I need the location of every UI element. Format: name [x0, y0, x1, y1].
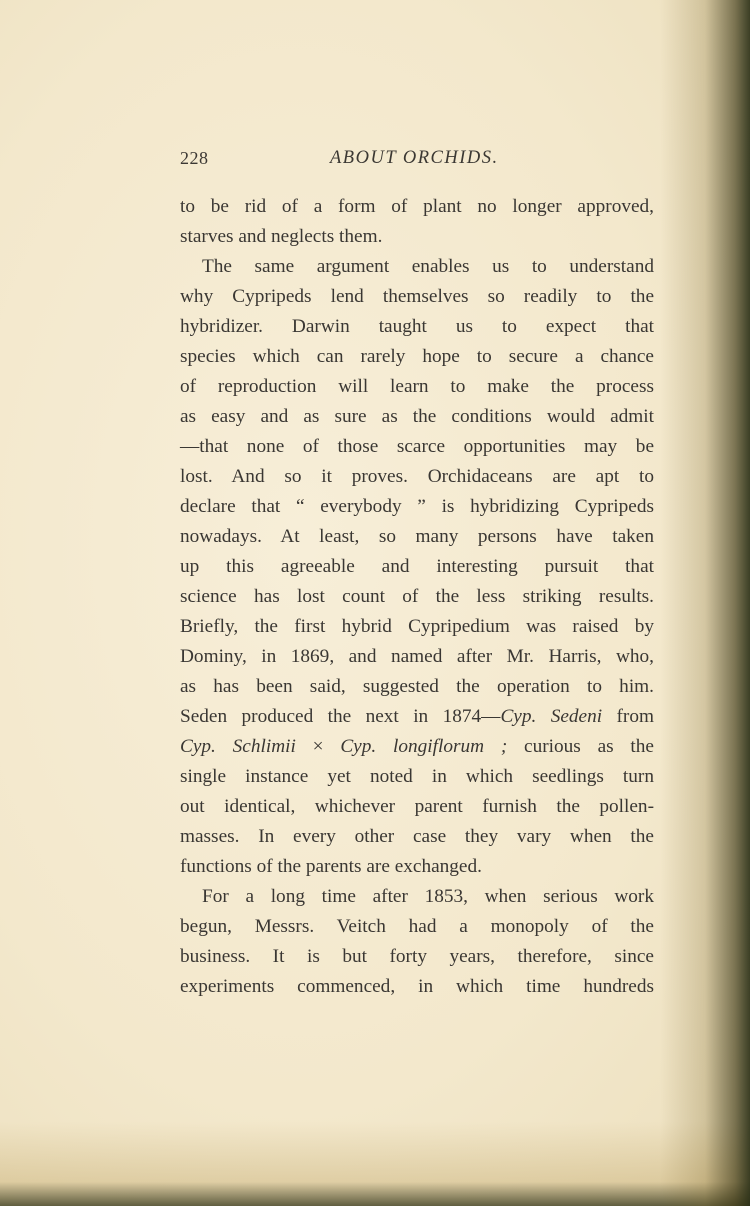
text-line: begun, Messrs. Veitch had a monopoly of the [180, 916, 654, 937]
page-number: 228 [180, 148, 209, 168]
text-line: lost. And so it proves. Orchidaceans are apt to [180, 466, 654, 487]
italic-species-name: Cyp. Schlimii [180, 736, 296, 757]
text-line: declare that “ everybody ” is hybridizing Cypripeds [180, 496, 654, 517]
page-header [180, 148, 660, 172]
text-line: masses. In every other case they vary when the [180, 826, 654, 847]
text-line: as has been said, suggested the operation to him. [180, 676, 654, 697]
text-line: functions of the parents are exchanged. [180, 856, 482, 877]
text-segment: × [295, 736, 341, 757]
text-line: —that none of those scarce opportunities may be [180, 436, 654, 457]
text-line: hybridizer. Darwin taught us to expect that [180, 316, 654, 337]
text-line: of reproduction will learn to make the process [180, 376, 654, 397]
text-segment: from [602, 706, 654, 727]
text-line: nowadays. At least, so many persons have taken [180, 526, 654, 547]
text-line: business. It is but forty years, therefore, since [180, 946, 654, 967]
text-segment: Seden produced the next in 1874— [180, 706, 501, 727]
italic-species-name: Cyp. Sedeni [500, 706, 603, 727]
text-line-mixed [180, 732, 654, 762]
text-line: out identical, whichever parent furnish the pollen- [180, 796, 654, 817]
text-line: For a long time after 1853, when serious work [202, 886, 654, 907]
body-text [180, 192, 654, 1002]
text-line: up this agreeable and interesting pursuit that [180, 556, 654, 577]
text-line: species which can rarely hope to secure a chance [180, 346, 654, 367]
text-segment: curious as the [507, 736, 654, 757]
running-head: ABOUT ORCHIDS. [330, 148, 499, 168]
text-line: why Cypripeds lend themselves so readily to the [180, 286, 654, 307]
text-line: as easy and as sure as the conditions would admit [180, 406, 654, 427]
text-line: The same argument enables us to understand [202, 256, 654, 277]
text-line: to be rid of a form of plant no longer approved, [180, 196, 654, 217]
text-line: science has lost count of the less striking results. [180, 586, 654, 607]
text-line-mixed [180, 702, 654, 732]
text-line: starves and neglects them. [180, 226, 383, 247]
italic-species-name: Cyp. longiflorum ; [340, 736, 508, 757]
text-line: Briefly, the first hybrid Cypripedium was raised by [180, 616, 654, 637]
text-line: single instance yet noted in which seedlings turn [180, 766, 654, 787]
text-line: experiments commenced, in which time hundreds [180, 976, 654, 997]
text-line: Dominy, in 1869, and named after Mr. Harris, who, [180, 646, 654, 667]
